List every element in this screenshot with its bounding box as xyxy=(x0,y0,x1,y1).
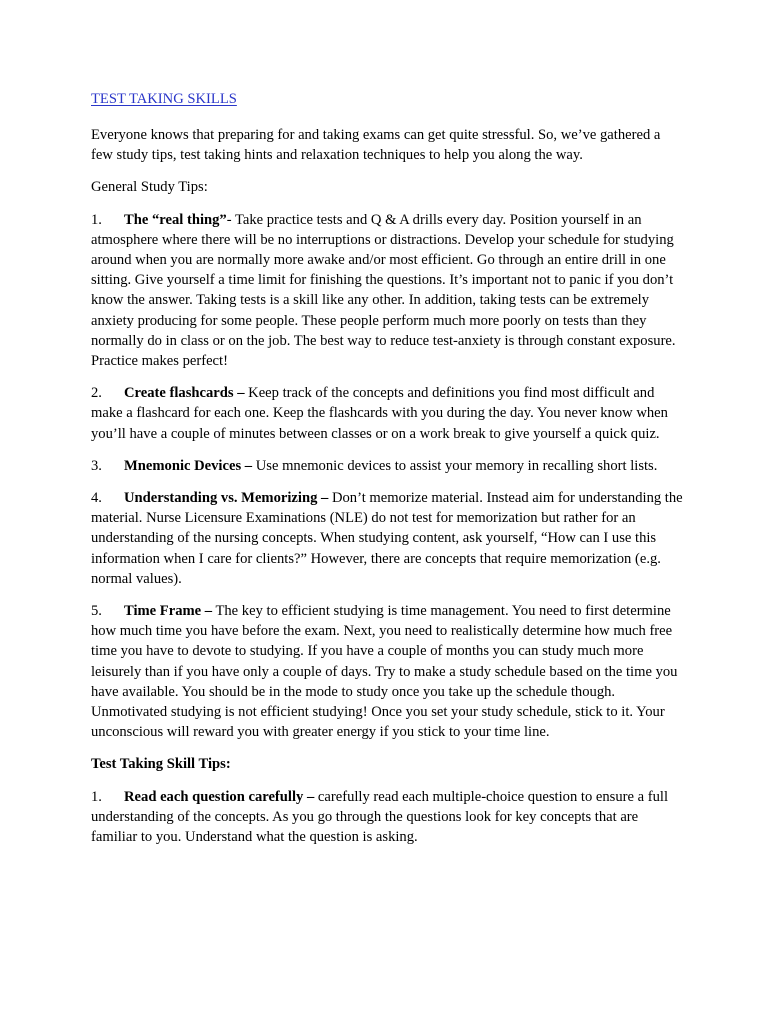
general-tip-title: Create flashcards – xyxy=(124,385,245,402)
test-tip-title: Read each question carefully – xyxy=(124,788,315,805)
general-tip-body: The key to efficient studying is time management. You need to first determine how much time you have before the exam. Next, you need to realistically determine how much free time you have to devote to studying. If you have a couple of months you can study much more leisurely than if you have only a couple of days. Try to make a study schedule based on the time you have available. You should be in the mode to study once you take up the schedule though. Unmotivated studying is not efficient studying! Once you set your study schedule, stick to it. Your unconscious will reward you with greater energy if you stick to your time line. xyxy=(91,603,678,741)
general-tip-4 xyxy=(91,488,683,589)
general-tip-number: 5. xyxy=(91,603,102,620)
general-study-tips-heading: General Study Tips: xyxy=(91,179,208,196)
general-tip-title: Time Frame – xyxy=(124,603,213,620)
test-tip-number: 1. xyxy=(91,788,102,805)
general-tip-1 xyxy=(91,210,683,372)
general-tip-2 xyxy=(91,383,683,444)
general-tip-number: 3. xyxy=(91,457,102,474)
intro-paragraph: Everyone knows that preparing for and taking exams can get quite stressful. So, we’ve gathered a few study tips, test taking hints and relaxation techniques to help you along the way. xyxy=(91,127,661,164)
general-tip-title: Mnemonic Devices – xyxy=(124,457,253,474)
general-tip-body: Don’t memorize material. Instead aim for understanding the material. Nurse Licensure Examinations (NLE) do not test for memorization but rather for an understanding of the nursing concepts. When studying content, ask yourself, “How can I use this information when I care for clients?” However, there are concepts that require memorization (e.g. normal values). xyxy=(91,490,683,587)
general-tip-title: Understanding vs. Memorizing – xyxy=(124,490,329,507)
document-title[interactable]: TEST TAKING SKILLS xyxy=(91,91,237,107)
general-tip-body: - Take practice tests and Q & A drills every day. Position yourself in an atmosphere where there will be no interruptions or distractions. Develop your schedule for studying around when you are normally more awake and/or most efficient. Go through an entire drill in one sitting. Give yourself a time limit for finishing the questions. It’s important not to panic if you don’t know the answer. Taking tests is a skill like any other. In addition, taking tests can be extremely anxiety producing for some people. These people perform much more poorly on tests than they normally do in class or on the job. The best way to reduce test-anxiety is through constant exposure. Practice makes perfect! xyxy=(91,211,676,370)
general-tip-body: Use mnemonic devices to assist your memory in recalling short lists. xyxy=(252,457,658,474)
general-tip-5 xyxy=(91,601,683,742)
test-tip-1 xyxy=(91,787,683,848)
general-tip-3 xyxy=(91,456,683,476)
general-tip-number: 4. xyxy=(91,490,102,507)
test-taking-tips-heading: Test Taking Skill Tips: xyxy=(91,756,231,773)
general-tip-number: 1. xyxy=(91,211,102,228)
test-tip-body: carefully read each multiple-choice question to ensure a full understanding of the concepts. As you go through the questions look for key concepts that are familiar to you. Understand what the question is asking. xyxy=(91,788,669,846)
general-tip-number: 2. xyxy=(91,385,102,402)
general-tip-title: The “real thing” xyxy=(124,211,227,228)
document-body xyxy=(91,89,683,859)
general-tip-body: Keep track of the concepts and definitions you find most difficult and make a flashcard for each one. Keep the flashcards with you during the day. You never know when you’ll have a couple of minutes between classes or on a work break to give yourself a quick quiz. xyxy=(91,385,668,442)
